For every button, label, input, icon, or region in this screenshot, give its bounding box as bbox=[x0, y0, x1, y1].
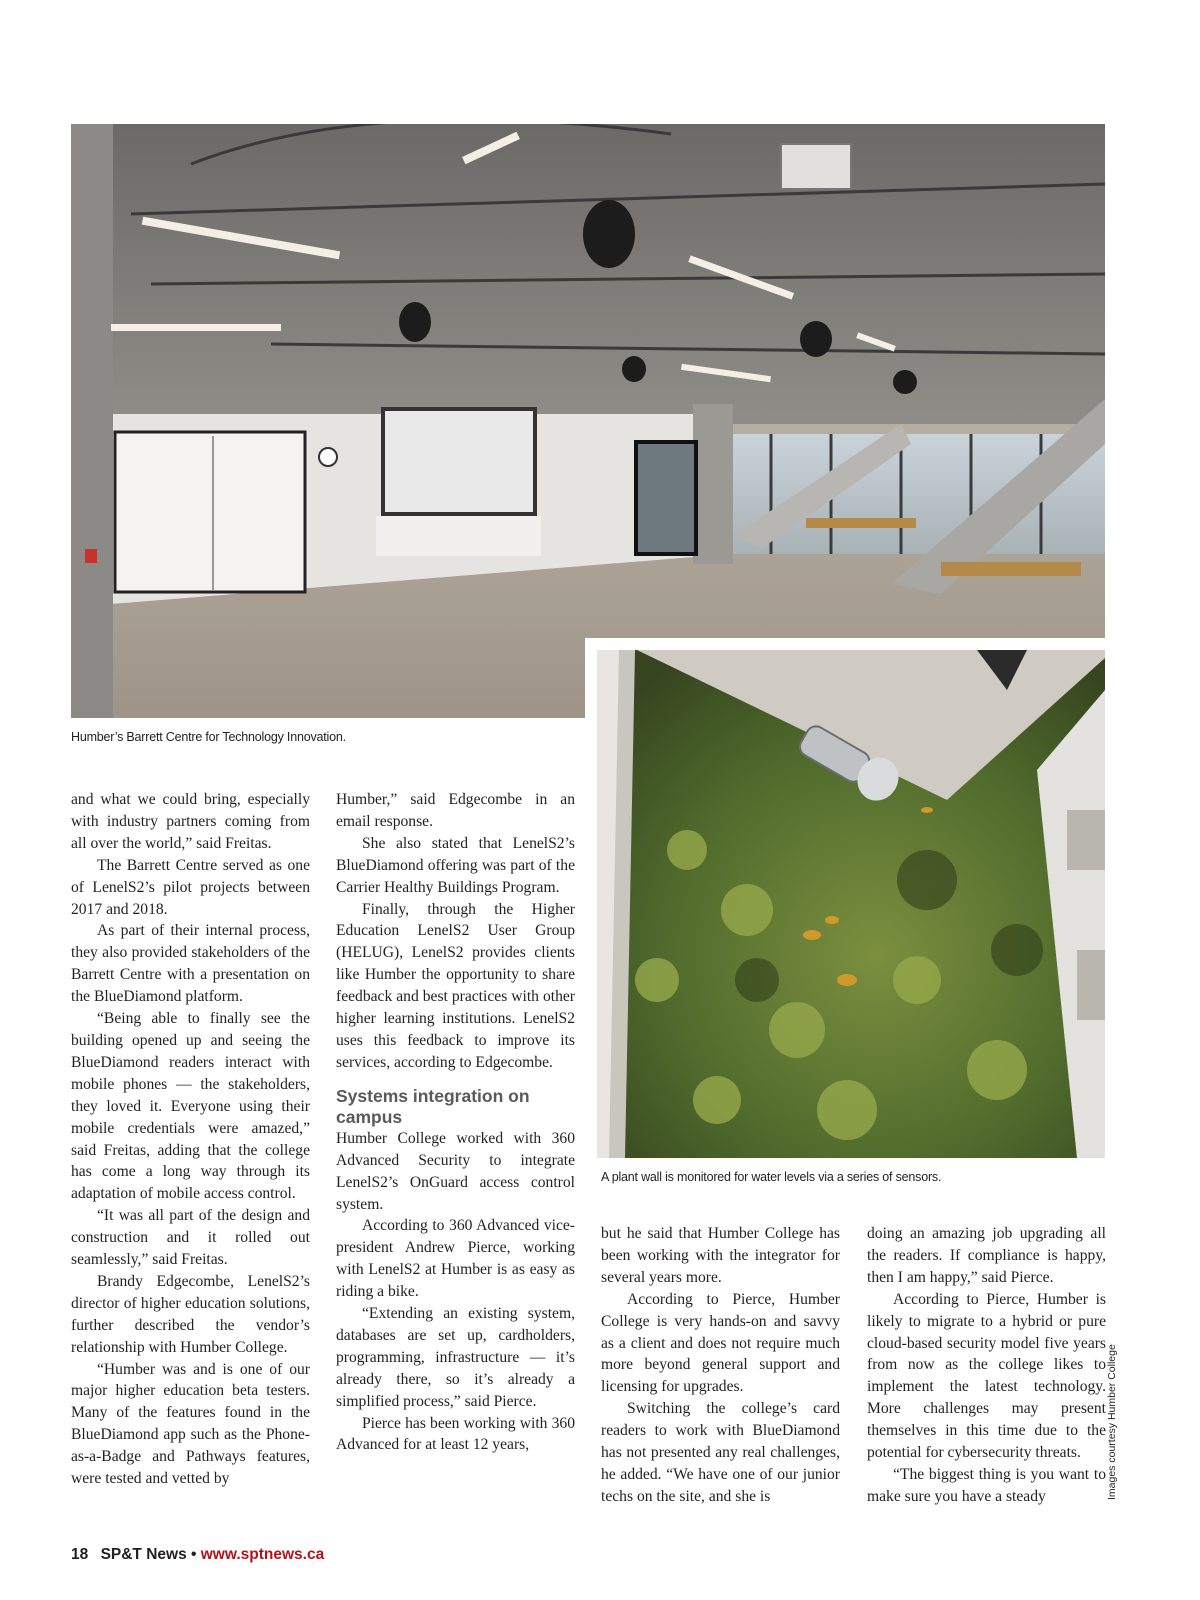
paragraph: Brandy Edgecombe, LenelS2’s director of higher education solutions, further described the vendor’s relationship with Humber College. bbox=[71, 1272, 310, 1356]
paragraph: Switching the college’s card readers to work with BlueDiamond has not presented any real challenges, he added. “We have one of our junior techs on the site, and she is bbox=[601, 1400, 840, 1505]
paragraph: According to 360 Advanced vice-president Andrew Pierce, working with LenelS2 at Humber is as easy as riding a bike. bbox=[336, 1217, 575, 1301]
paragraph: According to Pierce, Humber College is very hands-on and savvy as a client and does not require much more beyond general support and licensing for upgrades. bbox=[601, 1290, 840, 1396]
page-footer bbox=[71, 1546, 324, 1564]
page-number: 18 bbox=[71, 1546, 89, 1563]
article-column-2 bbox=[336, 789, 575, 1456]
paragraph: According to Pierce, Humber is likely to migrate to a hybrid or pure cloud-based security model five years from now as the college likes to implement the latest technology. More challenges may present themselves in this time due to the potential for cybersecurity threats. bbox=[867, 1290, 1106, 1462]
paragraph: Humber,” said Edgecombe in an email response. bbox=[336, 791, 575, 830]
article-column-1 bbox=[71, 789, 310, 1490]
article-column-4 bbox=[867, 1223, 1106, 1508]
photo-credit: Images courtesy Humber College bbox=[1106, 1344, 1118, 1500]
website-link[interactable]: www.sptnews.ca bbox=[200, 1546, 325, 1563]
paragraph: and what we could bring, especially with industry partners coming from all over the world,” said Freitas. bbox=[71, 791, 310, 852]
atrium-caption: Humber’s Barrett Centre for Technology Innovation. bbox=[71, 730, 346, 744]
atrium-illustration bbox=[71, 124, 1105, 718]
plant-wall-illustration bbox=[597, 650, 1105, 1158]
paragraph: Pierce has been working with 360 Advanced for at least 12 years, bbox=[336, 1414, 575, 1454]
paragraph: “It was all part of the design and construction and it rolled out seamlessly,” said Freitas. bbox=[71, 1207, 310, 1269]
paragraph: She also stated that LenelS2’s BlueDiamond offering was part of the Carrier Healthy Buildings Program. bbox=[336, 834, 575, 896]
paragraph: The Barrett Centre served as one of LenelS2’s pilot projects between 2017 and 2018. bbox=[71, 856, 310, 918]
paragraph: but he said that Humber College has been working with the integrator for several years more. bbox=[601, 1225, 840, 1286]
paragraph: “Humber was and is one of our major higher education beta testers. Many of the features found in the BlueDiamond app such as the Phone-as-a-Badge and Pathways features, were tested and vetted by bbox=[71, 1360, 310, 1488]
paragraph: doing an amazing job upgrading all the readers. If compliance is happy, then I am happy,” said Pierce. bbox=[867, 1225, 1106, 1286]
paragraph: Finally, through the Higher Education LenelS2 User Group (HELUG), LenelS2 provides clients like Humber the opportunity to share feedback and best practices with other higher learning institutions. LenelS2 uses this feedback to improve its services, according to Edgecombe. bbox=[336, 900, 575, 1071]
paragraph: “The biggest thing is you want to make sure you have a steady bbox=[867, 1465, 1106, 1505]
article-column-3 bbox=[601, 1223, 840, 1508]
paragraph: “Being able to finally see the building opened up and seeing the BlueDiamond readers interact with mobile phones — the stakeholders, they loved it. Everyone using their mobile credentials were amazed,” said Freitas, adding that the college has come a long way through its adaptation of mobile access control. bbox=[71, 1010, 310, 1203]
plant-wall-photo bbox=[597, 650, 1105, 1158]
paragraph: Humber College worked with 360 Advanced Security to integrate LenelS2’s OnGuard access control system. bbox=[336, 1129, 575, 1213]
plant-wall-caption: A plant wall is monitored for water levels via a series of sensors. bbox=[601, 1170, 942, 1184]
paragraph: As part of their internal process, they also provided stakeholders of the Barrett Centre with a presentation on the BlueDiamond platform. bbox=[71, 922, 310, 1006]
paragraph: “Extending an existing system, databases are set up, cardholders, programming, infrastructure — it’s already there, so it’s already a simplified process,” said Pierce. bbox=[336, 1305, 575, 1410]
publication-name: SP&T News • bbox=[100, 1546, 197, 1563]
atrium-photo bbox=[71, 124, 1105, 718]
section-subhead: Systems integration on campus bbox=[336, 1085, 530, 1127]
